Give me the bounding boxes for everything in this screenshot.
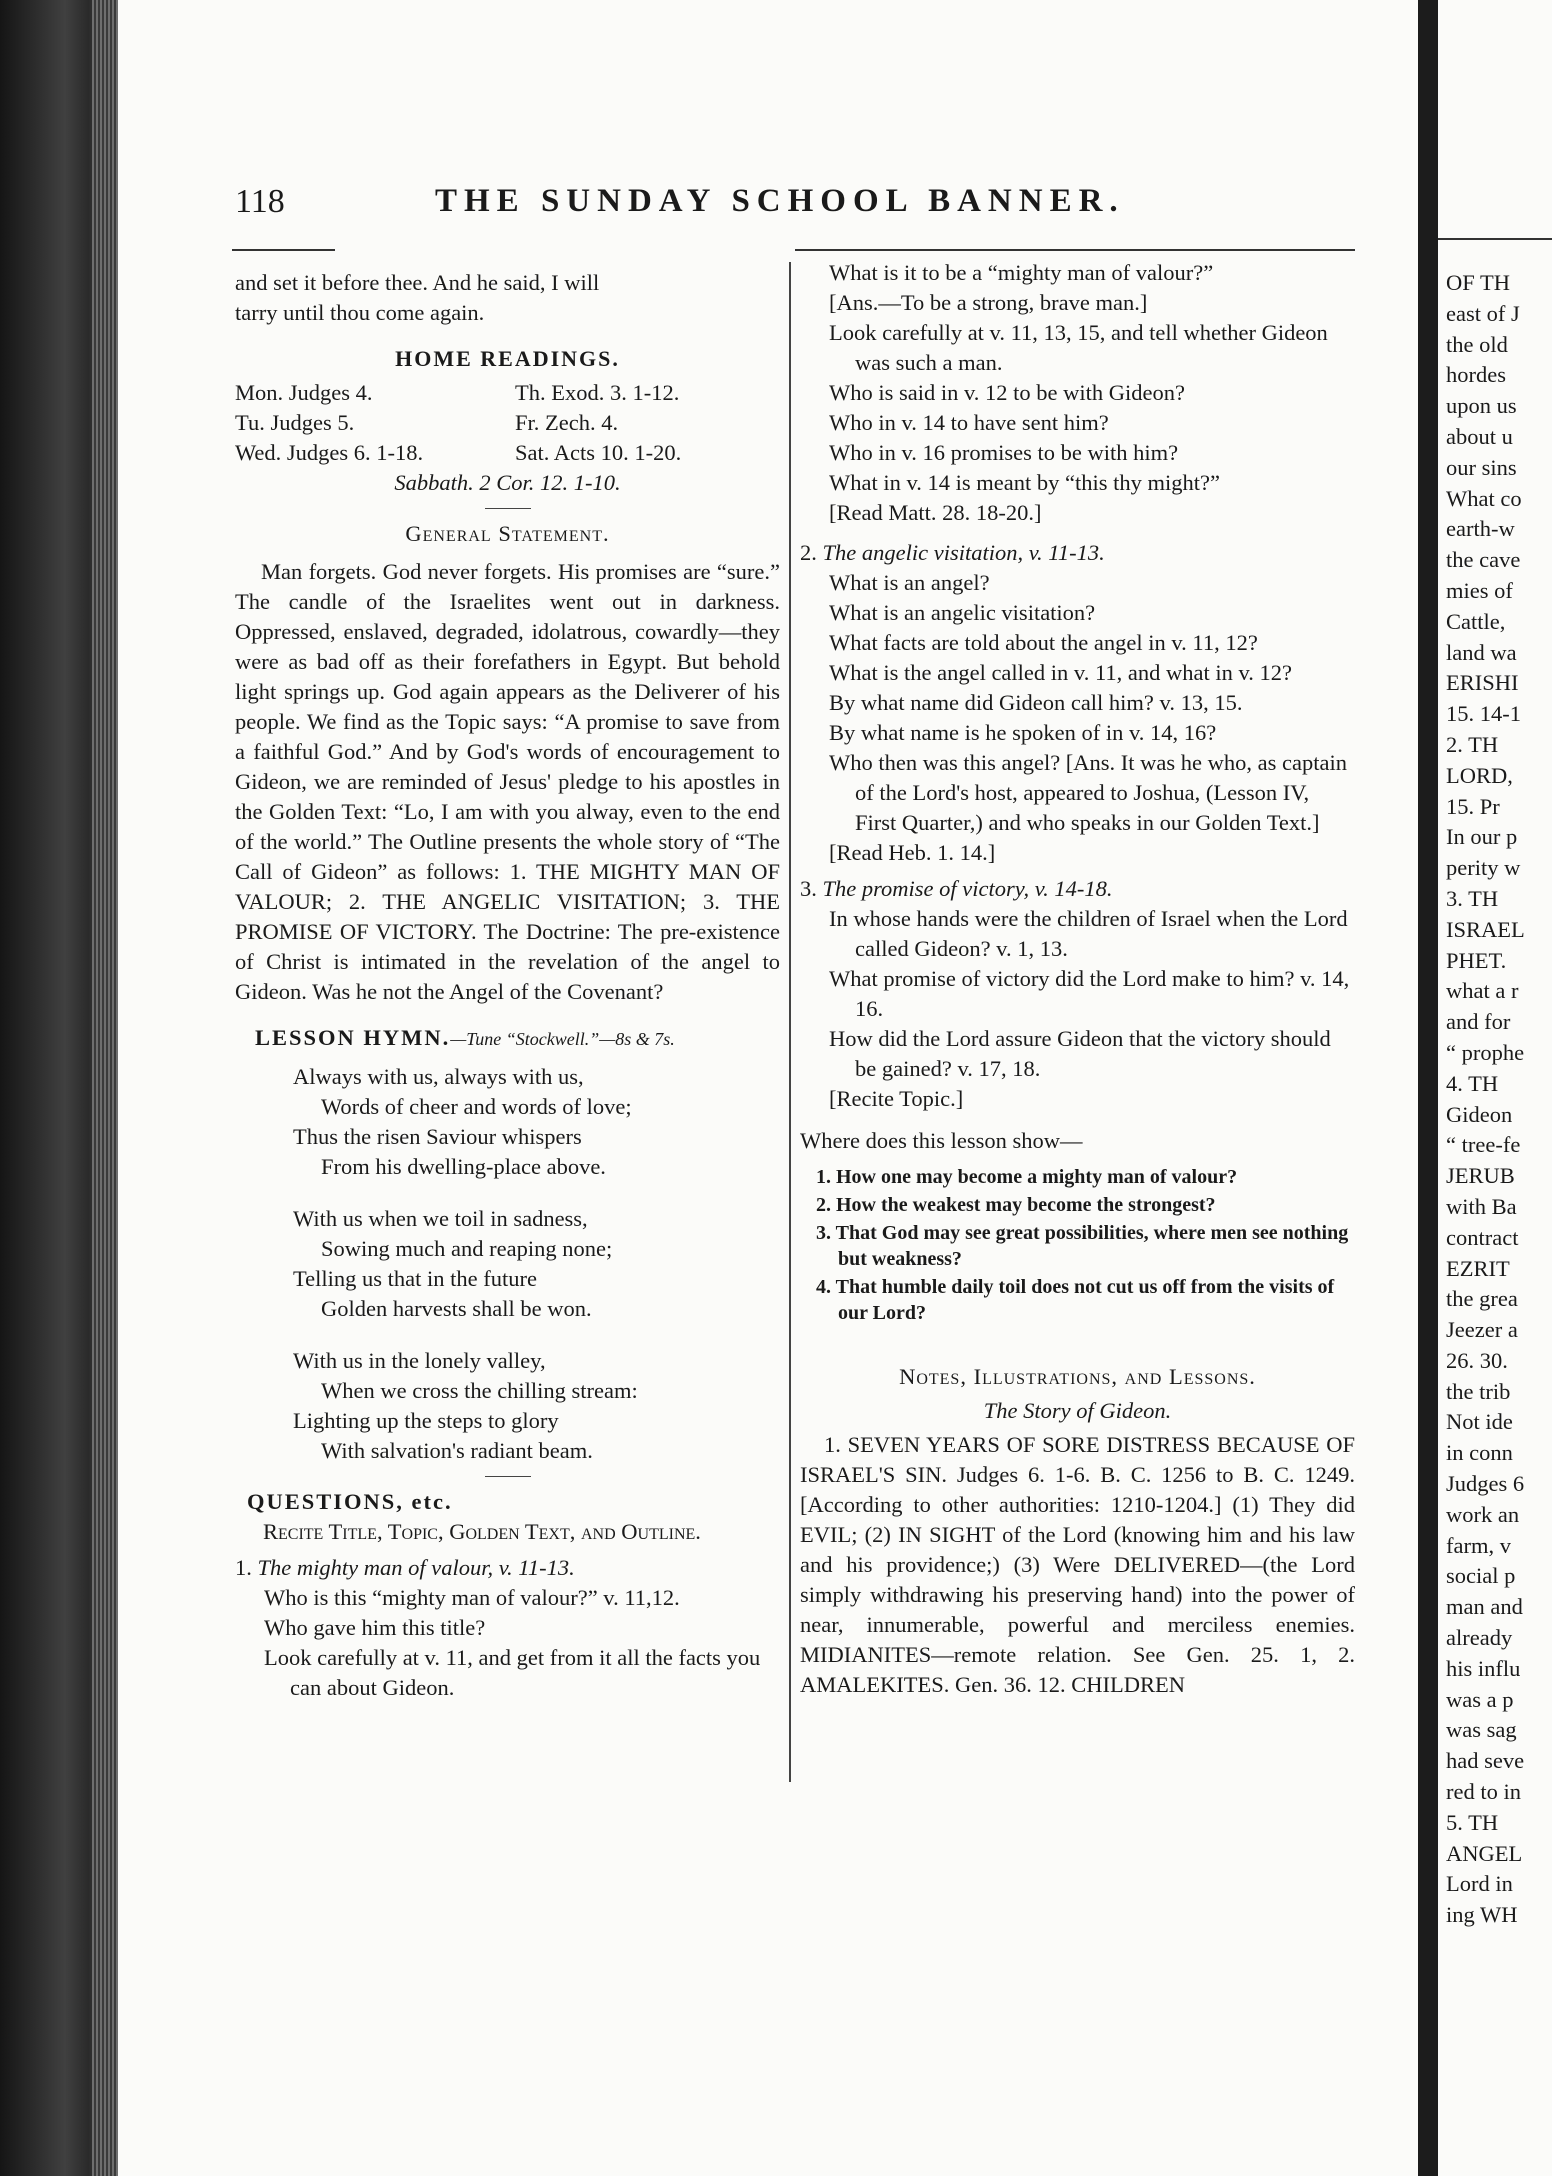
fragment-line: work an [1446,1501,1520,1527]
question: Look carefully at v. 11, 13, 15, and tell whether Gideon was such a man. [829,320,1328,375]
general-statement-text: Man forgets. God never forgets. His promises are “sure.” The candle of the Israelites went out in darkness. Oppressed, enslaved, degraded, idolatrous, cowardly—they were as bad off as their forefathers in Egypt. But behold light springs up. God again appears as the Deliverer of his people. We find as the Topic says: “A promise to save from a faithful God.” And by God's words of encouragement to Gideon, we are reminded of Jesus' pledge to his apostles in the Golden Text: “Lo, I am with you alway, even to the end of the world.” The Outline presents the whole story of “The Call of Gideon” as follows: 1. THE MIGHTY MAN OF VALOUR; 2. THE ANGELIC VISITATION; 3. THE PROMISE OF VICTORY. The Doctrine: The pre-existence of Christ is intimated in the revelation of the angel to Gideon. Was he not the Angel of the Covenant? [235,559,780,1004]
fragment-line: EZRIT [1446,1255,1510,1281]
hymn-tune: —Tune “Stockwell.”—8s & 7s. [450,1029,675,1049]
fragment-line: had seve [1446,1748,1525,1774]
section-title-text: The mighty man of valour, v. 11-13. [257,1555,575,1580]
hymn-line: Lighting up the steps to glory [293,1408,559,1433]
home-readings-heading: HOME READINGS. [395,346,620,371]
fragment-line: about u [1446,423,1513,449]
reading-item: Fr. Zech. 4. [515,410,619,435]
question: Who gave him this title? [264,1615,486,1640]
fragment-line: mies of [1446,577,1513,603]
intro-line: tarry until thou come again. [235,300,485,325]
question: [Recite Topic.] [829,1086,964,1111]
hymn-line: With salvation's radiant beam. [321,1438,593,1463]
question: [Ans.—To be a strong, brave man.] [829,290,1148,315]
hymn-heading: LESSON HYMN. [255,1025,451,1050]
fragment-line: the trib [1446,1378,1511,1404]
fragment-line: JERUB [1446,1163,1515,1189]
page-header [235,183,1335,233]
hymn-line: From his dwelling-place above. [321,1154,606,1179]
fragment-line: Gideon [1446,1101,1513,1127]
reading-item: Mon. Judges 4. [235,380,373,405]
book-gutter [1418,0,1438,2176]
running-title: THE SUNDAY SCHOOL BANNER. [435,183,1125,219]
section-divider [485,1476,531,1477]
intro-line: and set it before thee. And he said, I will [235,270,600,295]
fragment-line: red to in [1446,1779,1521,1805]
lesson-points [816,1164,1355,1326]
questions-heading: QUESTIONS, etc. [247,1489,453,1514]
questions-intro: Recite Title, Topic, Golden Text, and Outline. [263,1519,701,1544]
question: What is an angelic visitation? [829,600,1096,625]
column-right [800,258,1355,1700]
general-statement-heading: General Statement. [405,521,610,546]
fragment-line: ing WH [1446,1902,1518,1928]
fragment-line: Jeezer a [1446,1317,1518,1343]
reading-item: Tu. Judges 5. [235,410,355,435]
hymn-line: Golden harvests shall be won. [321,1296,592,1321]
fragment-line: ANGEL [1446,1840,1523,1866]
reading-item: Sat. Acts 10. 1-20. [515,440,682,465]
question: Who is this “mighty man of valour?” v. 11,12. [264,1585,680,1610]
fragment-line: his influ [1446,1655,1521,1681]
hymn-text [293,1062,780,1466]
hymn-line: Thus the risen Saviour whispers [293,1124,582,1149]
where-heading: Where does this lesson show— [800,1128,1083,1153]
fragment-line: OF TH [1446,270,1510,295]
column-left [235,268,780,1703]
fragment-line: PHET. [1446,947,1507,973]
hymn-line: With us when we toil in sadness, [293,1206,588,1231]
fragment-line: social p [1446,1563,1516,1589]
question: By what name is he spoken of in v. 14, 16? [829,720,1217,745]
fragment-line: east of J [1446,300,1520,326]
lesson-point: 2. How the weakest may become the strongest? [816,1194,1216,1216]
question: By what name did Gideon call him? v. 13, 15. [829,690,1243,715]
fragment-line: 15. 14-1 [1446,701,1521,727]
question: What in v. 14 is meant by “this thy might?” [829,470,1220,495]
hymn-line: With us in the lonely valley, [293,1348,546,1373]
fragment-line: was sag [1446,1717,1517,1743]
fragment-line: “ prophe [1446,1039,1525,1065]
notes-heading: Notes, Illustrations, and Lessons. [899,1364,1256,1389]
question: What facts are told about the angel in v. 11, 12? [829,630,1258,655]
question: In whose hands were the children of Israel when the Lord called Gideon? v. 1, 13. [829,906,1348,961]
fragment-line: and for [1446,1009,1511,1035]
question: What is the angel called in v. 11, and what in v. 12? [829,660,1292,685]
fragment-line: Lord in [1446,1871,1513,1897]
fragment-line: the cave [1446,547,1521,573]
right-page-fragment [1438,0,1552,2176]
question: What promise of victory did the Lord make to him? v. 14, 16. [829,966,1350,1021]
header-rule [1438,238,1552,240]
fragment-line: 4. TH [1446,1070,1499,1096]
question: Who in v. 14 to have sent him? [829,410,1109,435]
fragment-line: ISRAEL [1446,916,1525,942]
fragment-line: already [1446,1625,1513,1651]
fragment-line: 26. 30. [1446,1347,1508,1373]
header-rule-right [795,249,1355,251]
page-number: 118 [235,183,285,220]
hymn-stanza [293,1204,780,1324]
fragment-line: contract [1446,1224,1519,1250]
fragment-line: perity w [1446,855,1521,881]
fragment-line: what a r [1446,978,1519,1004]
fragment-line: man and [1446,1594,1523,1620]
question: [Read Matt. 28. 18-20.] [829,500,1042,525]
section-divider [485,508,531,509]
section-title: 3. The promise of victory, v. 14-18. [800,876,1113,901]
question: Who is said in v. 12 to be with Gideon? [829,380,1185,405]
question-section-1 [235,1553,780,1703]
notes-body: 1. SEVEN YEARS OF SORE DISTRESS BECAUSE OF ISRAEL'S SIN. Judges 6. 1-6. B. C. 1256 to B. C. 1249. [According to other authorities: 1210-1204.] (1) They did EVIL; (2) IN SIGHT of the Lord (knowing him and his law and his providence;) (3) Were DELIVERED—(the Lord simply withdrawing his preserving hand) into the power of near, innumerable, powerful and merciless enemies. MIDIANITES—remote relation. See Gen. 25. 1, 2. AMALEKITES. Gen. 36. 12. CHILDREN [800,1432,1355,1697]
lesson-point: 4. That humble daily toil does not cut us off from the visits of our Lord? [816,1276,1335,1324]
fragment-line: land wa [1446,639,1517,665]
lesson-point: 3. That God may see great possibilities, where men see nothing but weakness? [816,1222,1349,1270]
fragment-line: was a p [1446,1686,1514,1712]
reading-item: Wed. Judges 6. 1-18. [235,440,424,465]
fragment-line: farm, v [1446,1532,1511,1558]
header-rule-left [232,249,335,251]
question: Who then was this angel? [Ans. It was he who, as captain of the Lord's host, appeared to Joshua, (Lesson IV, First Quarter,) and who speaks in our Golden Text.] [829,750,1347,835]
question: Who in v. 16 promises to be with him? [829,440,1179,465]
section-title-text: The promise of victory, v. 14-18. [822,876,1113,901]
notes-subheading: The Story of Gideon. [983,1398,1172,1423]
hymn-heading-line [255,1023,780,1054]
fragment-line: ERISHI [1446,670,1519,696]
fragment-line: upon us [1446,393,1517,419]
question: How did the Lord assure Gideon that the victory should be gained? v. 17, 18. [829,1026,1331,1081]
fragment-line: the grea [1446,1286,1518,1312]
hymn-line: Always with us, always with us, [293,1064,584,1089]
fragment-line: What co [1446,485,1522,511]
hymn-line: Words of cheer and words of love; [321,1094,632,1119]
lesson-point: 1. How one may become a mighty man of valour? [816,1166,1238,1188]
fragment-line: 3. TH [1446,885,1499,911]
hymn-stanza [293,1346,780,1466]
hymn-line: When we cross the chilling stream: [321,1378,638,1403]
fragment-line: Cattle, [1446,608,1506,634]
fragment-line: “ tree-fe [1446,1132,1521,1158]
fragment-line: in conn [1446,1440,1513,1466]
question: [Read Heb. 1. 14.] [829,840,996,865]
fragment-line: LORD, [1446,762,1513,788]
section-title-text: The angelic visitation, v. 11-13. [822,540,1105,565]
question: What is an angel? [829,570,990,595]
fragment-line: with Ba [1446,1193,1517,1219]
page-edges [92,0,118,2176]
section-title: 2. The angelic visitation, v. 11-13. [800,540,1105,565]
fragment-line: 5. TH [1446,1809,1499,1835]
home-readings [235,378,780,468]
hymn-line: Sowing much and reaping none; [321,1236,613,1261]
fragment-line: In our p [1446,824,1518,850]
sabbath-reading: Sabbath. 2 Cor. 12. 1-10. [394,470,621,495]
hymn-line: Telling us that in the future [293,1266,537,1291]
question: Look carefully at v. 11, and get from it all the facts you can about Gideon. [264,1645,761,1700]
right-page-text [1446,268,1525,1931]
question: What is it to be a “mighty man of valour?” [829,260,1214,285]
fragment-line: earth-w [1446,516,1515,542]
hymn-stanza [293,1062,780,1182]
fragment-line: 2. TH [1446,731,1499,757]
fragment-line: our sins [1446,454,1517,480]
fragment-line: Judges 6 [1446,1471,1525,1497]
fragment-line: 15. Pr [1446,793,1500,819]
reading-item: Th. Exod. 3. 1-12. [515,380,680,405]
fragment-line: the old [1446,331,1508,357]
column-divider [789,262,791,1782]
fragment-line: Not ide [1446,1409,1513,1435]
section-title: 1. The mighty man of valour, v. 11-13. [235,1555,575,1580]
fragment-line: hordes [1446,362,1506,388]
